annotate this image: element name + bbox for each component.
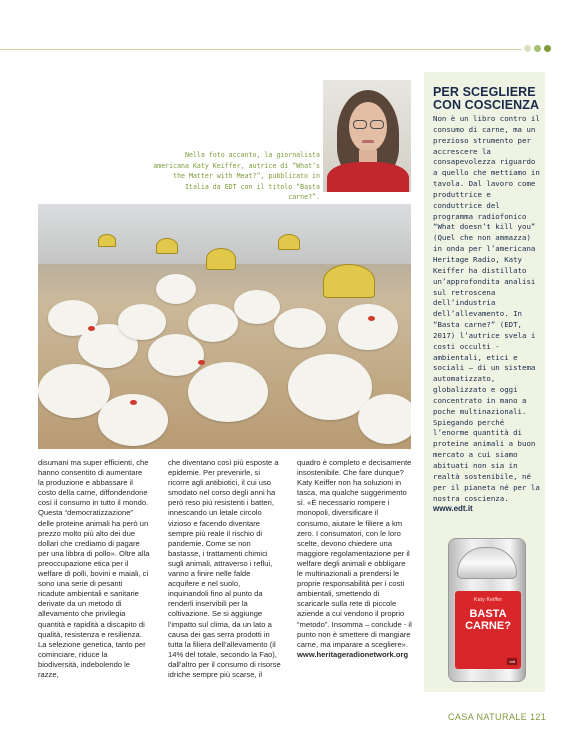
portrait-mouth bbox=[362, 140, 374, 143]
feeder bbox=[323, 264, 375, 298]
chicken-comb bbox=[88, 326, 95, 331]
book-author: Katy Keiffer bbox=[473, 597, 503, 603]
chicken-comb bbox=[198, 360, 205, 365]
text-column-3 bbox=[297, 458, 413, 660]
book-title-line2: CARNE? bbox=[465, 620, 511, 632]
chicken-comb bbox=[368, 316, 375, 321]
sidebar-link[interactable]: www.edt.it bbox=[433, 504, 473, 514]
chicken bbox=[274, 308, 326, 348]
chicken bbox=[234, 290, 280, 324]
book-label bbox=[455, 591, 521, 669]
page-footer: CASA NATURALE 121 bbox=[448, 712, 547, 722]
sidebar-title: PER SCEGLIERE CON COSCIENZA bbox=[433, 85, 540, 112]
chicken bbox=[338, 304, 398, 350]
sidebar-body: Non è un libro contro il consumo di carne, ma un prezioso strumento per accrescere la consapevolezza riguardo a quello che mettiamo in tavola. Dal lavoro come produttrice e conduttrice del programma radiofonico “What doesn’t kill you” (Quel che non ammazza) in onda per l’americana Heritage Radio, Katy Keiffer ha distillato un’approfondita analisi sul retroscena dell’industria dell’allevamento. In “Basta carne?” (EDT, 2017) l’autrice svela i costi occulti - ambientali, etici e sociali – di un sistema automatizzato, globalizzato e oggi concentrato in mano a poche multinazionali. Spiegando perché l’enorme quantità di proteine animali a buon mercato a cui siamo abituati non sia in realtà sostenibile, né per il pianeta né per la nostra coscienza. bbox=[433, 114, 540, 503]
decorative-dots bbox=[524, 45, 551, 52]
text-column-2 bbox=[168, 458, 282, 680]
feeder bbox=[206, 248, 236, 270]
can-lid bbox=[457, 547, 517, 579]
chicken bbox=[156, 274, 196, 304]
dot-light bbox=[524, 45, 531, 52]
column-3-text: quadro è completo e decisamente insostenibile. Che fare dunque? Katy Keiffer non ha soluzioni in tasca, ma qualche suggerimento sì. «È necessario rompere i monopoli, diversificare il consumo, aiutare le filiere a km zero. I consumatori, con le loro scelte, devono chiedere una maggiore regolamentazione per il welfare degli animali e obbligare le multinazionali a prendersi le proprie responsabilità per i costi ambientali, smettendo di scaricarle sulla rete di piccole aziende a cui vendono il proprio “metodo”. Insomma – conclude - il punto non è smettere di mangiare carne, ma imparare a scegliere». bbox=[297, 458, 412, 649]
column-1-text: disumani ma super efficienti, che hanno consentito di aumentare la produzione e abbassare il costo della carne, diffondendone così il consumo in tutto il mondo. Questa “democratizzazione” delle proteine animali ha però un prezzo molto più alto dei due dollari che crediamo di pagare per una libbra di pollo». Oltre alla preoccupazione etica per il welfare di polli, bovini e maiali, ci sono una serie di pesanti ricadute ambientali e sanitarie derivate da un metodo di allevamento che privilegia quantità e rapidità a discapito di qualità, resistenza e resilienza. La selezione genetica, tanto per cominciare, riduce la biodiversità, indebolendo le razze, bbox=[38, 458, 150, 679]
dot-mid bbox=[534, 45, 541, 52]
dot-dark bbox=[544, 45, 551, 52]
chicken-comb bbox=[130, 400, 137, 405]
publisher-logo: edt bbox=[509, 659, 515, 664]
chicken bbox=[148, 334, 204, 376]
feeder bbox=[156, 238, 178, 254]
glasses-right-lens bbox=[370, 120, 384, 129]
column-3-link[interactable]: www.heritageradionetwork.org bbox=[297, 649, 409, 659]
portrait-shirt bbox=[327, 162, 409, 192]
glasses-left-lens bbox=[353, 120, 367, 129]
sidebar-text bbox=[433, 114, 543, 515]
chicken bbox=[358, 394, 411, 444]
chicken bbox=[38, 364, 110, 418]
top-rule bbox=[0, 49, 522, 50]
feeder bbox=[98, 234, 116, 247]
feeder bbox=[278, 234, 300, 250]
chicken-farm-photo bbox=[38, 204, 411, 449]
book-cover bbox=[448, 538, 526, 682]
chicken bbox=[188, 362, 268, 422]
author-portrait bbox=[323, 80, 411, 192]
book-title-line1: BASTA bbox=[469, 608, 507, 620]
text-column-1 bbox=[38, 458, 150, 680]
column-2-text: che diventano così più esposte a epidemie. Per prevenirle, si ricorre agli antibiotici, il cui uso smodato nel corso degli anni ha però reso più resistenti i batteri, innescando un letale circolo vizioso e facendo diventare sempre più reale il rischio di pandemie. Come se non bastasse, i trattamenti chimici sugli animali, attraverso i reflui, vanno a finire nelle falde acquifere e nel suolo, inquinandoli fino al punto da renderli inservibili per la coltivazione. Se si aggiunge l’impatto sul clima, da un lato a causa dei gas serra prodotti in tutta la filiera dell’allevamento (il 14% del totale, secondo la Fao), dall’altro per il consumo di risorse idriche sempre più scarse, il bbox=[168, 458, 281, 679]
photo-caption: Nella foto accanto, la giornalista americana Katy Keiffer, autrice di “What’s the Matter with Meat?”, pubblicato in Italia da EDT con il titolo “Basta carne?”. bbox=[153, 151, 320, 201]
chicken bbox=[188, 304, 238, 342]
chicken bbox=[118, 304, 166, 340]
